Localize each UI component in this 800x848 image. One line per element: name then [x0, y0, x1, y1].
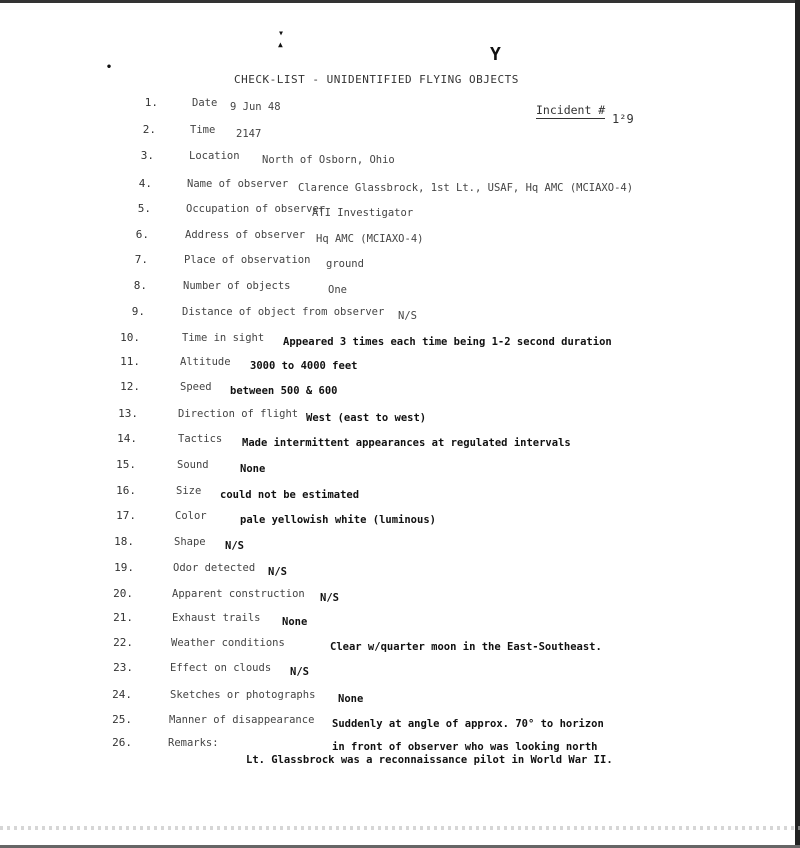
item-number: 3.: [140, 149, 154, 162]
item-value: in front of observer who was looking north: [332, 741, 598, 753]
item-value: None: [282, 616, 308, 628]
item-value: West (east to west): [306, 412, 427, 424]
item-value: 2147: [236, 128, 262, 140]
punch-mark-icon: ▾: [278, 28, 285, 39]
item-value: N/S: [320, 592, 339, 604]
item-number: 6.: [135, 228, 149, 241]
item-number: 20.: [113, 587, 133, 600]
item-value: North of Osborn, Ohio: [262, 154, 395, 166]
item-value: N/S: [290, 666, 309, 678]
item-label: Sound: [177, 459, 209, 471]
item-value: ATI Investigator: [312, 207, 414, 219]
item-value: could not be estimated: [220, 489, 360, 501]
item-number: 15.: [116, 458, 136, 471]
item-number: 5.: [137, 202, 151, 215]
item-number: 22.: [113, 636, 133, 649]
scan-border-top: [0, 0, 800, 3]
item-label: Weather conditions: [171, 637, 285, 649]
item-label: Apparent construction: [172, 588, 305, 600]
item-label: Color: [175, 510, 207, 522]
item-label: Tactics: [178, 433, 223, 445]
item-label: Time in sight: [182, 332, 265, 344]
item-number: 19.: [114, 561, 134, 574]
item-label: Number of objects: [183, 280, 291, 292]
item-value: None: [240, 463, 266, 475]
item-number: 13.: [118, 407, 138, 420]
item-number: 7.: [134, 253, 148, 266]
item-value: Clarence Glassbrock, 1st Lt., USAF, Hq AMC (MCIAXO-4): [298, 182, 634, 194]
item-value: N/S: [398, 310, 417, 322]
item-number: 2.: [142, 123, 156, 136]
punch-mark-icon: •: [106, 62, 113, 73]
item-value: Hq AMC (MCIAXO-4): [316, 233, 424, 245]
item-number: 1.: [144, 96, 158, 109]
item-value: 3000 to 4000 feet: [250, 360, 358, 372]
item-label: Date: [192, 97, 218, 109]
item-value: Made intermittent appearances at regulated intervals: [242, 437, 571, 449]
item-value: between 500 & 600: [230, 385, 338, 397]
item-label: Location: [189, 150, 240, 162]
item-value: N/S: [225, 540, 244, 552]
item-label: Effect on clouds: [170, 662, 272, 674]
item-label: Altitude: [180, 356, 231, 368]
item-label: Direction of flight: [178, 408, 299, 420]
item-value: Appeared 3 times each time being 1-2 second duration: [283, 336, 612, 348]
item-number: 9.: [131, 305, 145, 318]
item-value: pale yellowish white (luminous): [240, 514, 436, 526]
remarks-line-2: Lt. Glassbrock was a reconnaissance pilot in World War II.: [246, 754, 613, 766]
item-number: 16.: [116, 484, 136, 497]
item-number: 10.: [120, 331, 140, 344]
item-label: Shape: [174, 536, 206, 548]
punch-mark-icon: ▲: [278, 40, 283, 49]
item-label: Occupation of observer: [186, 203, 326, 215]
scan-border-right: [795, 0, 800, 848]
item-label: Address of observer: [185, 229, 306, 241]
item-label: Name of observer: [187, 178, 289, 190]
item-number: 18.: [114, 535, 134, 548]
item-value: Clear w/quarter moon in the East-Southeast.: [330, 641, 602, 653]
item-value: 9 Jun 48: [230, 101, 281, 113]
item-number: 12.: [120, 380, 140, 393]
item-label: Size: [176, 485, 202, 497]
item-label: Time: [190, 124, 216, 136]
item-number: 8.: [133, 279, 147, 292]
item-number: 14.: [117, 432, 137, 445]
incident-label: Incident #: [536, 103, 606, 117]
item-number: 17.: [116, 509, 136, 522]
item-value: None: [338, 693, 364, 705]
item-label: Odor detected: [173, 562, 256, 574]
item-number: 25.: [112, 713, 132, 726]
item-number: 24.: [112, 688, 132, 701]
item-label: Speed: [180, 381, 212, 393]
item-value: One: [328, 284, 347, 296]
item-number: 26.: [112, 736, 132, 749]
item-value: Suddenly at angle of approx. 70° to horizon: [332, 718, 604, 730]
item-number: 21.: [113, 611, 133, 624]
item-label: Place of observation: [184, 254, 311, 266]
item-number: 11.: [120, 355, 140, 368]
item-label: Exhaust trails: [172, 612, 261, 624]
item-label: Remarks:: [168, 737, 219, 749]
item-label: Manner of disappearance: [169, 714, 315, 726]
item-number: 23.: [113, 661, 133, 674]
punch-mark-icon: Y: [490, 44, 501, 65]
item-value: ground: [326, 258, 364, 270]
incident-number: 1²9: [612, 112, 634, 126]
item-value: N/S: [268, 566, 287, 578]
item-number: 4.: [138, 177, 152, 190]
item-label: Distance of object from observer: [182, 306, 385, 318]
item-label: Sketches or photographs: [170, 689, 316, 701]
page-title: CHECK-LIST - UNIDENTIFIED FLYING OBJECTS: [234, 73, 519, 86]
scan-noise: [0, 826, 800, 830]
